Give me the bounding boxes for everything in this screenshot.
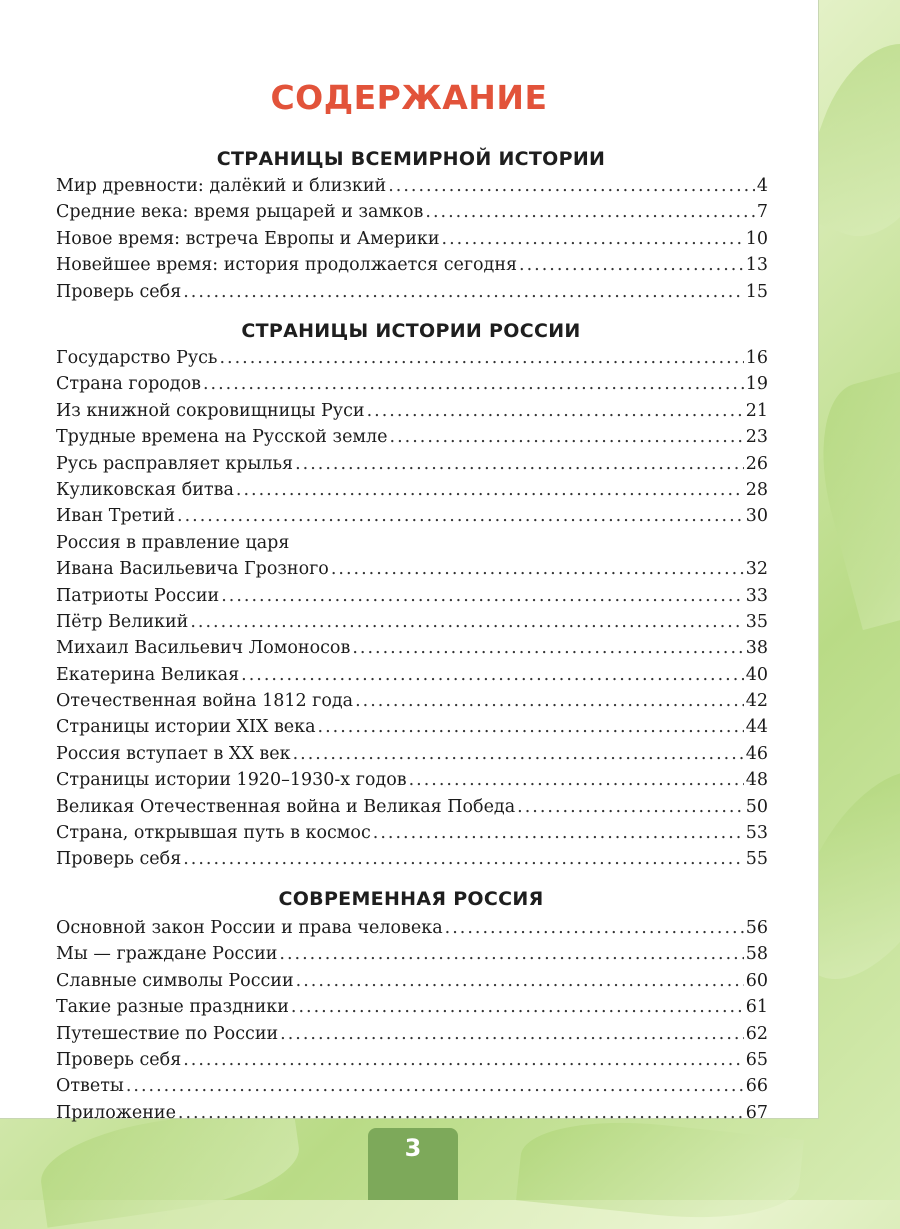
toc-entry-title: Куликовская битва xyxy=(56,479,234,500)
dot-leader xyxy=(295,454,744,474)
dot-leader xyxy=(409,770,744,790)
toc-entry-title: Проверь себя xyxy=(56,281,182,302)
toc-entry-page: 42 xyxy=(745,691,768,712)
toc-entry[interactable] xyxy=(56,823,768,849)
toc-entry-page: 16 xyxy=(745,348,768,368)
toc-entry-page: 13 xyxy=(745,255,768,276)
toc-entry-title: Новое время: встреча Европы и Америки xyxy=(56,228,440,249)
toc-entry[interactable] xyxy=(56,770,768,796)
toc-entry[interactable] xyxy=(56,427,768,453)
dot-leader xyxy=(445,918,744,938)
toc-entry-page: 48 xyxy=(745,770,768,791)
page-number-tab xyxy=(368,1128,458,1200)
toc-entry-page: 53 xyxy=(745,823,768,844)
dot-leader xyxy=(425,202,754,222)
toc-entry-title: Великая Отечественная война и Великая Победа xyxy=(56,796,516,817)
toc-entry[interactable] xyxy=(56,665,768,691)
toc-entry[interactable] xyxy=(56,918,768,944)
toc-entry-page: 50 xyxy=(745,796,768,817)
toc-entry[interactable] xyxy=(56,1103,768,1129)
section-heading-modern-russia: СОВРЕМЕННАЯ РОССИЯ xyxy=(278,888,544,910)
toc-section-modern-russia xyxy=(56,918,768,1129)
toc-entry-title: Мы — граждане России xyxy=(56,944,278,965)
dot-leader xyxy=(296,971,744,991)
toc-entry-title: Ивана Васильевича Грозного xyxy=(56,559,329,580)
toc-entry[interactable] xyxy=(56,533,768,559)
toc-entry[interactable] xyxy=(56,971,768,997)
toc-entry-title: Новейшее время: история продолжается сегодня xyxy=(56,255,518,276)
toc-entry[interactable] xyxy=(56,797,768,823)
toc-entry-title: Славные символы России xyxy=(56,970,294,991)
toc-entry-title: Государство Русь xyxy=(56,348,218,368)
toc-entry-title: Пётр Великий xyxy=(56,611,189,632)
dot-leader xyxy=(126,1076,744,1096)
toc-entry-title: Россия вступает в XX век xyxy=(56,743,291,764)
toc-entry-title: Проверь себя xyxy=(56,849,182,870)
toc-entry[interactable] xyxy=(56,1024,768,1050)
dot-leader xyxy=(517,797,744,817)
toc-entry[interactable] xyxy=(56,229,768,255)
toc-entry[interactable] xyxy=(56,374,768,400)
toc-entry[interactable] xyxy=(56,506,768,532)
toc-entry-title: Русь расправляет крылья xyxy=(56,453,294,474)
toc-entry-title: Страницы истории 1920–1930-х годов xyxy=(56,770,407,791)
toc-entry-title: Отечественная война 1812 года xyxy=(56,691,354,712)
toc-entry-page: 58 xyxy=(745,944,768,965)
toc-entry-page: 40 xyxy=(745,664,768,685)
toc-entry-page: 19 xyxy=(745,374,768,395)
dot-leader xyxy=(183,1050,743,1070)
toc-entry[interactable] xyxy=(56,401,768,427)
toc-entry-page: 33 xyxy=(745,585,768,606)
toc-entry-title: Россия в правление царя xyxy=(56,532,290,553)
toc-entry-title: Основной закон России и права человека xyxy=(56,918,443,938)
toc-entry-page: 23 xyxy=(745,427,768,448)
toc-entry-title: Екатерина Великая xyxy=(56,664,240,685)
toc-section-russian-history xyxy=(56,348,768,876)
toc-entry-page: 7 xyxy=(756,202,768,223)
toc-entry-title: Ответы xyxy=(56,1076,124,1097)
dot-leader xyxy=(291,997,744,1017)
dot-leader xyxy=(280,1024,744,1044)
toc-entry-title: Мир древности: далёкий и близкий xyxy=(56,176,387,196)
toc-entry[interactable] xyxy=(56,717,768,743)
toc-entry[interactable] xyxy=(56,1050,768,1076)
toc-entry-page: 65 xyxy=(745,1049,768,1070)
section-heading-world-history: СТРАНИЦЫ ВСЕМИРНОЙ ИСТОРИИ xyxy=(216,148,606,170)
toc-entry-page: 4 xyxy=(756,176,768,196)
toc-entry-title: Страна, открывшая путь в космос xyxy=(56,823,371,844)
dot-leader xyxy=(390,427,744,447)
toc-entry-page: 60 xyxy=(745,970,768,991)
toc-entry-page: 35 xyxy=(745,611,768,632)
dot-leader xyxy=(190,612,743,632)
toc-entry-page: 62 xyxy=(745,1023,768,1044)
dot-leader xyxy=(519,255,744,275)
toc-entry-page: 67 xyxy=(745,1102,768,1123)
toc-entry-page: 15 xyxy=(745,281,768,302)
toc-entry[interactable] xyxy=(56,997,768,1023)
dot-leader xyxy=(241,665,744,685)
toc-entry-title: Страницы истории XIX века xyxy=(56,717,316,738)
toc-entry[interactable] xyxy=(56,849,768,875)
toc-entry-page: 28 xyxy=(745,479,768,500)
toc-entry-page: 10 xyxy=(745,228,768,249)
toc-entry[interactable] xyxy=(56,255,768,281)
section-heading-russian-history: СТРАНИЦЫ ИСТОРИИ РОССИИ xyxy=(241,320,581,342)
dot-leader xyxy=(203,374,744,394)
toc-entry-page: 55 xyxy=(745,849,768,870)
toc-entry[interactable] xyxy=(56,612,768,638)
toc-entry-title: Путешествие по России xyxy=(56,1023,279,1044)
toc-entry-title: Средние века: время рыцарей и замков xyxy=(56,202,424,223)
toc-entry[interactable] xyxy=(56,202,768,228)
toc-entry-title: Трудные времена на Русской земле xyxy=(56,427,388,448)
dot-leader xyxy=(331,559,744,579)
toc-entry-page: 30 xyxy=(745,506,768,527)
toc-section-world-history xyxy=(56,176,768,308)
dot-leader xyxy=(279,944,743,964)
toc-entry-title: Иван Третий xyxy=(56,506,176,527)
dot-leader xyxy=(183,849,743,869)
toc-entry[interactable] xyxy=(56,744,768,770)
toc-entry-title: Такие разные праздники xyxy=(56,997,289,1018)
toc-entry[interactable] xyxy=(56,1076,768,1102)
toc-entry[interactable] xyxy=(56,348,768,374)
toc-entry[interactable] xyxy=(56,480,768,506)
toc-entry-page: 66 xyxy=(745,1076,768,1097)
toc-entry-title: Страна городов xyxy=(56,374,201,395)
toc-entry-page: 32 xyxy=(745,559,768,580)
toc-entry[interactable] xyxy=(56,176,768,202)
page-number: 3 xyxy=(404,1134,422,1162)
dot-leader xyxy=(178,1103,744,1123)
toc-entry-page: 56 xyxy=(745,918,768,938)
dot-leader xyxy=(355,691,744,711)
dot-leader xyxy=(367,401,744,421)
toc-entry-title: Проверь себя xyxy=(56,1049,182,1070)
dot-leader xyxy=(293,744,744,764)
toc-entry-page: 46 xyxy=(745,743,768,764)
page-title: СОДЕРЖАНИЕ xyxy=(270,78,548,117)
toc-entry-title: Михаил Васильевич Ломоносов xyxy=(56,638,351,659)
dot-leader xyxy=(177,506,744,526)
dot-leader xyxy=(352,638,743,658)
dot-leader xyxy=(221,586,744,606)
toc-entry-title: Из книжной сокровищницы Руси xyxy=(56,400,365,421)
dot-leader xyxy=(236,480,744,500)
toc-entry-title: Приложение xyxy=(56,1102,176,1123)
toc-entry-page: 21 xyxy=(745,400,768,421)
dot-leader xyxy=(219,348,743,368)
toc-entry-title: Патриоты России xyxy=(56,585,220,606)
toc-entry-page: 26 xyxy=(745,453,768,474)
dot-leader xyxy=(183,282,743,302)
toc-entry[interactable] xyxy=(56,282,768,308)
toc-entry-page: 38 xyxy=(745,638,768,659)
toc-entry-page: 61 xyxy=(745,997,768,1018)
toc-entry[interactable] xyxy=(56,586,768,612)
dot-leader xyxy=(388,176,755,196)
toc-entry[interactable] xyxy=(56,944,768,970)
toc-entry[interactable] xyxy=(56,454,768,480)
dot-leader xyxy=(373,823,744,843)
dot-leader xyxy=(318,717,744,737)
toc-entry[interactable] xyxy=(56,691,768,717)
toc-entry[interactable] xyxy=(56,559,768,585)
toc-entry-page: 44 xyxy=(745,717,768,738)
dot-leader xyxy=(442,229,744,249)
toc-entry[interactable] xyxy=(56,638,768,664)
